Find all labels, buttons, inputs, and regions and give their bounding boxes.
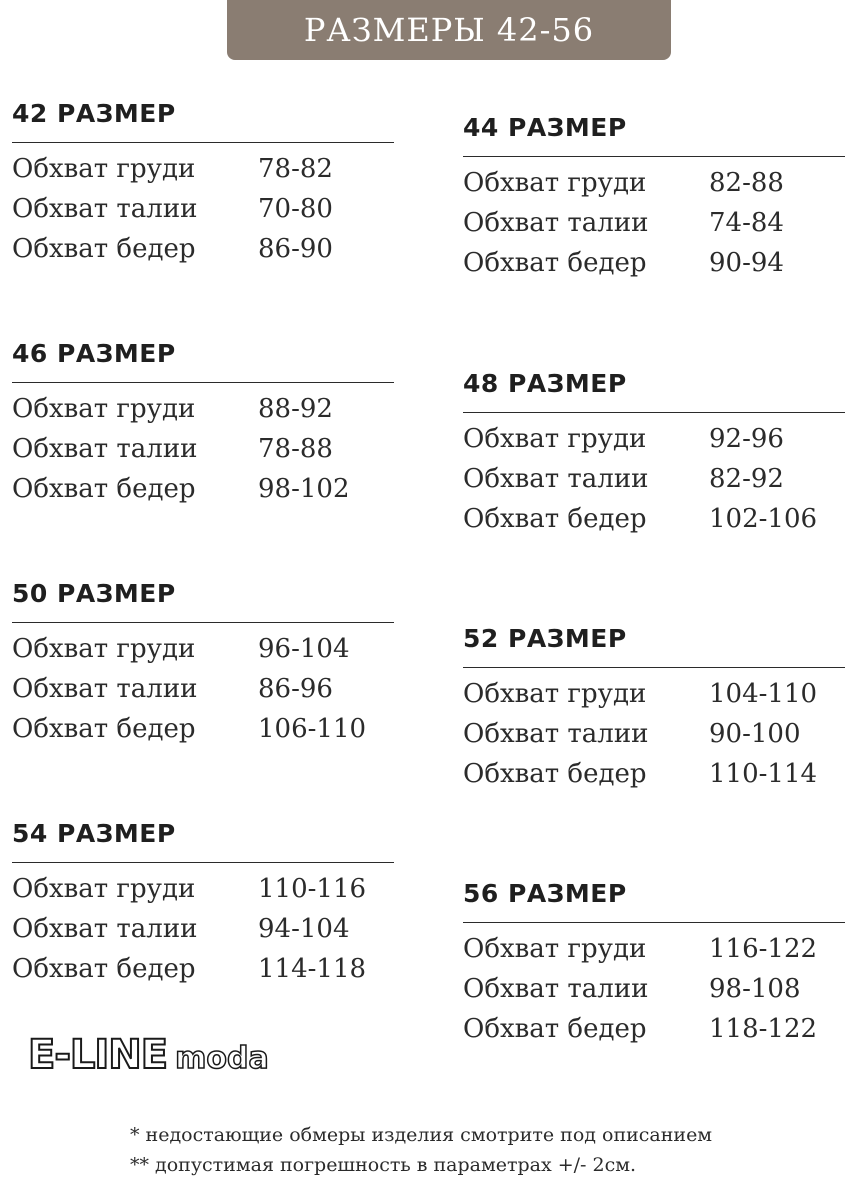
- measure-row: [12, 669, 394, 709]
- measure-value: 78-82: [258, 154, 333, 184]
- measure-row: [463, 754, 845, 794]
- measure-row: [463, 203, 845, 243]
- measure-row: [12, 869, 394, 909]
- size-heading: 48 РАЗМЕР: [463, 369, 627, 398]
- measure-value: 90-94: [709, 248, 784, 278]
- measure-label: Обхват груди: [12, 394, 196, 424]
- measure-row: [463, 929, 845, 969]
- measure-value: 82-88: [709, 168, 784, 198]
- page-title: РАЗМЕРЫ 42-56: [303, 11, 595, 49]
- measure-label: Обхват талии: [463, 208, 649, 238]
- measure-row: [12, 949, 394, 989]
- measure-label: Обхват груди: [463, 679, 647, 709]
- page-banner: [227, 0, 671, 60]
- measure-row: [463, 1009, 845, 1049]
- measure-label: Обхват бедер: [12, 714, 196, 744]
- measure-row: [463, 459, 845, 499]
- size-block-46: [12, 336, 394, 509]
- measure-label: Обхват талии: [12, 914, 198, 944]
- size-heading: 54 РАЗМЕР: [12, 819, 176, 848]
- divider: [12, 382, 394, 383]
- measure-value: 110-114: [709, 759, 818, 789]
- footnote-tolerance: ** допустимая погрешность в параметрах +/- 2см.: [130, 1154, 637, 1176]
- divider: [463, 412, 845, 413]
- divider: [463, 667, 845, 668]
- measure-label: Обхват талии: [12, 194, 198, 224]
- measure-value: 94-104: [258, 914, 350, 944]
- size-block-54: [12, 816, 394, 989]
- size-heading: 42 РАЗМЕР: [12, 99, 176, 128]
- measure-label: Обхват бедер: [12, 474, 196, 504]
- measure-row: [12, 629, 394, 669]
- footnote-missing-measurements: * недостающие обмеры изделия смотрите под описанием: [130, 1124, 713, 1146]
- size-heading: 46 РАЗМЕР: [12, 339, 176, 368]
- measure-row: [463, 499, 845, 539]
- measure-row: [463, 243, 845, 283]
- size-block-56: [463, 876, 845, 1049]
- measure-value: 118-122: [709, 1014, 818, 1044]
- measure-value: 98-102: [258, 474, 350, 504]
- measure-value: 90-100: [709, 719, 801, 749]
- measure-label: Обхват талии: [12, 434, 198, 464]
- measure-label: Обхват груди: [463, 934, 647, 964]
- measure-row: [12, 429, 394, 469]
- footnotes: [130, 1120, 712, 1180]
- measure-value: 96-104: [258, 634, 350, 664]
- measure-row: [463, 969, 845, 1009]
- divider: [463, 922, 845, 923]
- size-heading: 44 РАЗМЕР: [463, 113, 627, 142]
- measure-value: 88-92: [258, 394, 333, 424]
- measure-row: [12, 469, 394, 509]
- measure-label: Обхват бедер: [463, 504, 647, 534]
- measure-label: Обхват талии: [463, 464, 649, 494]
- size-heading: 52 РАЗМЕР: [463, 624, 627, 653]
- measure-row: [463, 419, 845, 459]
- measure-value: 86-90: [258, 234, 333, 264]
- measure-value: 104-110: [709, 679, 818, 709]
- measure-label: Обхват груди: [12, 634, 196, 664]
- measure-value: 114-118: [258, 954, 367, 984]
- measure-label: Обхват груди: [463, 424, 647, 454]
- divider: [12, 862, 394, 863]
- measure-value: 110-116: [258, 874, 367, 904]
- size-block-52: [463, 621, 845, 794]
- measure-value: 106-110: [258, 714, 367, 744]
- divider: [12, 622, 394, 623]
- size-heading: 50 РАЗМЕР: [12, 579, 176, 608]
- measure-row: [12, 149, 394, 189]
- size-block-42: [12, 96, 394, 269]
- measure-label: Обхват бедер: [12, 234, 196, 264]
- measure-row: [463, 714, 845, 754]
- size-block-50: [12, 576, 394, 749]
- measure-row: [463, 163, 845, 203]
- measure-label: Обхват талии: [463, 719, 649, 749]
- measure-label: Обхват груди: [12, 874, 196, 904]
- measure-value: 116-122: [709, 934, 818, 964]
- measure-label: Обхват бедер: [463, 759, 647, 789]
- measure-row: [12, 709, 394, 749]
- measure-value: 70-80: [258, 194, 333, 224]
- measure-value: 78-88: [258, 434, 333, 464]
- measure-label: Обхват бедер: [463, 248, 647, 278]
- divider: [463, 156, 845, 157]
- divider: [12, 142, 394, 143]
- brand-logo-sub: moda: [175, 1041, 269, 1076]
- measure-row: [12, 189, 394, 229]
- measure-label: Обхват груди: [12, 154, 196, 184]
- size-block-44: [463, 110, 845, 283]
- measure-value: 92-96: [709, 424, 784, 454]
- measure-row: [463, 674, 845, 714]
- measure-label: Обхват бедер: [463, 1014, 647, 1044]
- measure-label: Обхват груди: [463, 168, 647, 198]
- measure-label: Обхват талии: [12, 674, 198, 704]
- measure-label: Обхват бедер: [12, 954, 196, 984]
- brand-logo-main: E-LINE: [28, 1032, 168, 1078]
- measure-row: [12, 229, 394, 269]
- measure-value: 82-92: [709, 464, 784, 494]
- measure-label: Обхват талии: [463, 974, 649, 1004]
- measure-value: 102-106: [709, 504, 818, 534]
- size-heading: 56 РАЗМЕР: [463, 879, 627, 908]
- size-block-48: [463, 366, 845, 539]
- measure-value: 98-108: [709, 974, 801, 1004]
- brand-logo: [28, 1032, 269, 1082]
- measure-value: 86-96: [258, 674, 333, 704]
- measure-row: [12, 389, 394, 429]
- measure-row: [12, 909, 394, 949]
- measure-value: 74-84: [709, 208, 784, 238]
